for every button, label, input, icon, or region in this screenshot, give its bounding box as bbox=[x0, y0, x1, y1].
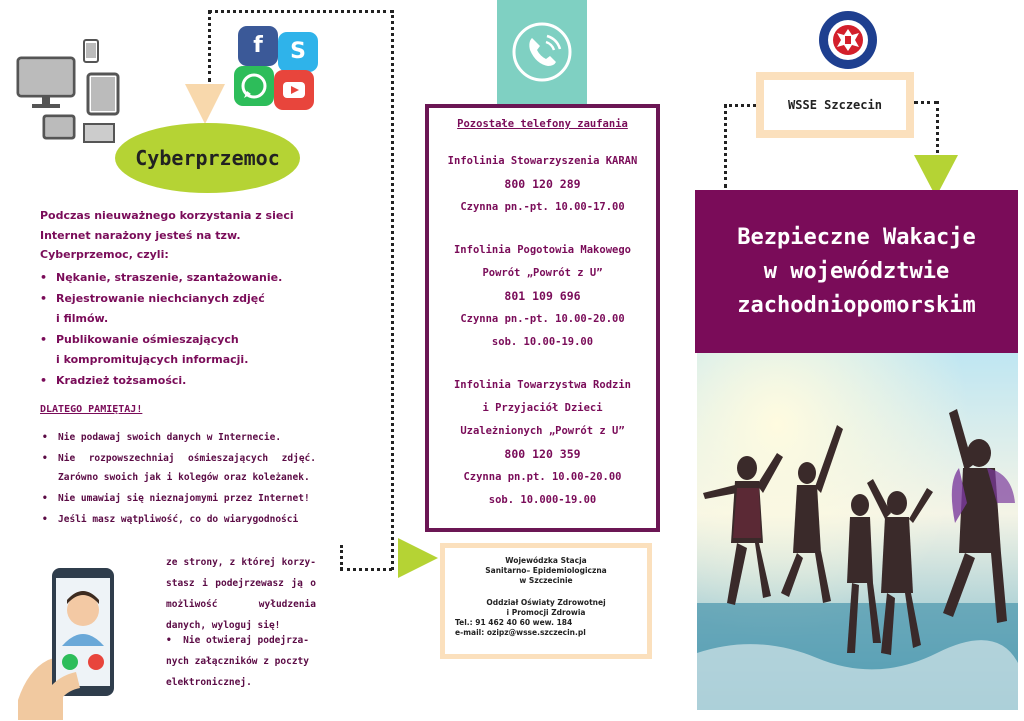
address-line: Sanitarno– Epidemiologiczna bbox=[485, 566, 607, 575]
phone-hours: Czynna pn.-pt. 10.00-17.00 bbox=[460, 201, 625, 213]
remember-heading: DLATEGO PAMIĘTAJ! bbox=[40, 404, 143, 415]
phone-line-group bbox=[429, 239, 656, 354]
phone-line-text: i Przyjaciół Dzieci bbox=[482, 402, 603, 414]
phone-number: 800 120 359 bbox=[504, 447, 581, 461]
youtube-icon bbox=[274, 70, 314, 110]
remember-item: • Nie rozpowszechniaj ośmieszających zdjęć. Zarówno swoich jak i kolegów oraz koleżanek. bbox=[40, 449, 316, 487]
bullet-item: • Publikowanie ośmieszających bbox=[40, 330, 318, 350]
phone-line-text: Infolinia Towarzystwa Rodzin bbox=[453, 379, 631, 391]
address-box bbox=[440, 543, 652, 659]
facebook-icon: f bbox=[238, 26, 278, 66]
phone-number: 800 120 289 bbox=[504, 177, 581, 191]
bullet-item: • Rejestrowanie niechcianych zdjęć bbox=[40, 289, 318, 309]
address-line: Wojewódzka Stacja bbox=[505, 556, 587, 565]
phone-line-text: Uzależnionych „Powrót z U” bbox=[460, 425, 625, 437]
cyberprzemoc-heading bbox=[115, 123, 300, 193]
arrow-right-icon bbox=[398, 538, 438, 578]
title-line: Bezpieczne Wakacje bbox=[737, 224, 976, 250]
address-phone: Tel.: 91 462 40 60 wew. 184 bbox=[455, 618, 573, 627]
arrow-down-icon bbox=[185, 84, 225, 124]
title-banner bbox=[695, 190, 1018, 353]
skype-icon: S bbox=[278, 32, 318, 72]
remember-list bbox=[40, 428, 316, 531]
title-line: zachodniopomorskim bbox=[737, 292, 976, 318]
dotted-connector bbox=[391, 10, 394, 570]
remember-item-attachments: • Nie otwieraj podejrza-nych załączników z poczty elektronicznej. bbox=[166, 635, 310, 688]
phone-line-text: Infolinia Pogotowia Makowego bbox=[453, 244, 631, 256]
whatsapp-icon bbox=[234, 66, 274, 106]
dotted-connector bbox=[208, 10, 394, 13]
phone-line-group bbox=[429, 150, 656, 219]
phone-call-icon bbox=[510, 20, 574, 84]
bullet-item-cont: i filmów. bbox=[56, 311, 109, 325]
remember-item: • Nie umawiaj się nieznajomymi przez Internet! bbox=[40, 489, 316, 508]
phone-line-text: Powrót „Powrót z U” bbox=[482, 267, 603, 279]
dotted-connector bbox=[724, 104, 756, 107]
phone-hours: Czynna pn.pt. 10.00-20.00 bbox=[463, 471, 622, 483]
remember-item-cont: ze strony, z której korzy-stasz i podejrzewasz ją o możliwość wyłudzenia danych, wyloguj się! bbox=[166, 557, 316, 631]
smartphone-hand-icon bbox=[18, 560, 138, 720]
dotted-connector bbox=[340, 568, 392, 571]
title-line: w województwie bbox=[763, 258, 950, 284]
dotted-connector bbox=[936, 101, 939, 153]
address-line: Oddział Oświaty Zdrowotnej bbox=[486, 598, 606, 607]
devices-icon bbox=[14, 36, 124, 146]
bullet-item: • Kradzież tożsamości. bbox=[40, 371, 318, 391]
wsse-label-box bbox=[756, 72, 914, 138]
phone-lines-box bbox=[425, 104, 660, 532]
dotted-connector bbox=[340, 545, 343, 570]
dotted-connector bbox=[208, 10, 211, 82]
cyberprzemoc-heading-text: Cyberprzemoc bbox=[135, 146, 280, 170]
phone-hours: Czynna pn.-pt. 10.00-20.00 bbox=[460, 313, 625, 325]
address-email: e-mail: ozipz@wsse.szczecin.pl bbox=[455, 628, 586, 637]
phone-line-group bbox=[429, 374, 656, 512]
remember-item: • Jeśli masz wątpliwość, co do wiarygodności bbox=[40, 510, 316, 529]
social-icons bbox=[232, 26, 318, 112]
phone-lines-title: Pozostałe telefony zaufania bbox=[457, 118, 628, 130]
phone-tab bbox=[497, 0, 587, 104]
bullet-item: • Nękanie, straszenie, szantażowanie. bbox=[40, 268, 318, 288]
remember-item-attachments-text: Nie otwieraj podejrza-nych załączników z poczty elektronicznej. bbox=[166, 635, 310, 688]
phone-number: 801 109 696 bbox=[504, 289, 581, 303]
sanitary-inspection-logo bbox=[818, 10, 878, 70]
phone-hours: sob. 10.000-19.00 bbox=[488, 494, 597, 506]
dotted-connector bbox=[914, 101, 938, 104]
phone-line-text: Infolinia Stowarzyszenia KARAN bbox=[447, 155, 638, 167]
dotted-connector bbox=[724, 104, 727, 188]
address-line: w Szczecinie bbox=[519, 576, 573, 585]
wsse-label: WSSE Szczecin bbox=[788, 98, 882, 112]
address-line: i Promocji Zdrowia bbox=[506, 608, 586, 617]
bullet-item-cont: i kompromitujących informacji. bbox=[56, 352, 249, 366]
remember-item: • Nie podawaj swoich danych w Internecie. bbox=[40, 428, 316, 447]
beach-photo bbox=[697, 353, 1018, 710]
phone-hours: sob. 10.00-19.00 bbox=[491, 336, 594, 348]
intro-text: Podczas nieuważnego korzystania z sieci Internet narażony jesteś na tzw. Cyberprzemoc, czyli: bbox=[40, 209, 294, 261]
cyberprzemoc-intro-block bbox=[40, 206, 318, 391]
